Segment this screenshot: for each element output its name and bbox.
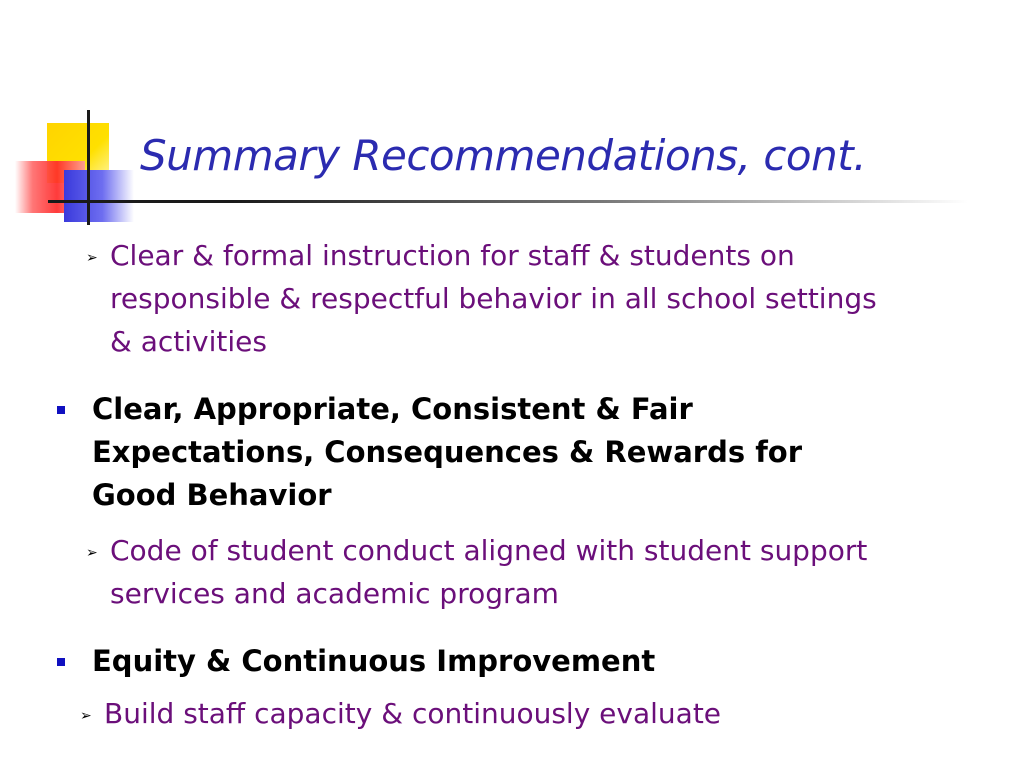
arrow-bullet-icon: ➢ (86, 250, 98, 266)
item-line: & activities (110, 325, 267, 358)
main-bullet-item (92, 640, 972, 683)
item-line: Good Behavior (92, 478, 332, 512)
sub-bullet-item (110, 529, 990, 615)
item-line: services and academic program (110, 577, 559, 610)
sub-bullet-item (110, 234, 990, 363)
arrow-bullet-icon: ➢ (86, 545, 98, 561)
item-line: Build staff capacity & continuously evaluate (104, 697, 722, 730)
item-line: Clear, Appropriate, Consistent & Fair (92, 392, 693, 426)
sub-bullet-item (104, 692, 984, 735)
item-line: Code of student conduct aligned with student support (110, 534, 868, 567)
item-line: Equity & Continuous Improvement (92, 644, 656, 678)
arrow-bullet-icon: ➢ (80, 708, 92, 724)
slide-title: Summary Recommendations, cont. (140, 131, 867, 180)
item-line: Clear & formal instruction for staff & students on (110, 239, 795, 272)
main-bullet-item (92, 388, 972, 517)
item-line: responsible & respectful behavior in all school settings (110, 282, 877, 315)
square-bullet-icon (57, 406, 65, 414)
item-line: Expectations, Consequences & Rewards for (92, 435, 803, 469)
square-bullet-icon (57, 658, 65, 666)
